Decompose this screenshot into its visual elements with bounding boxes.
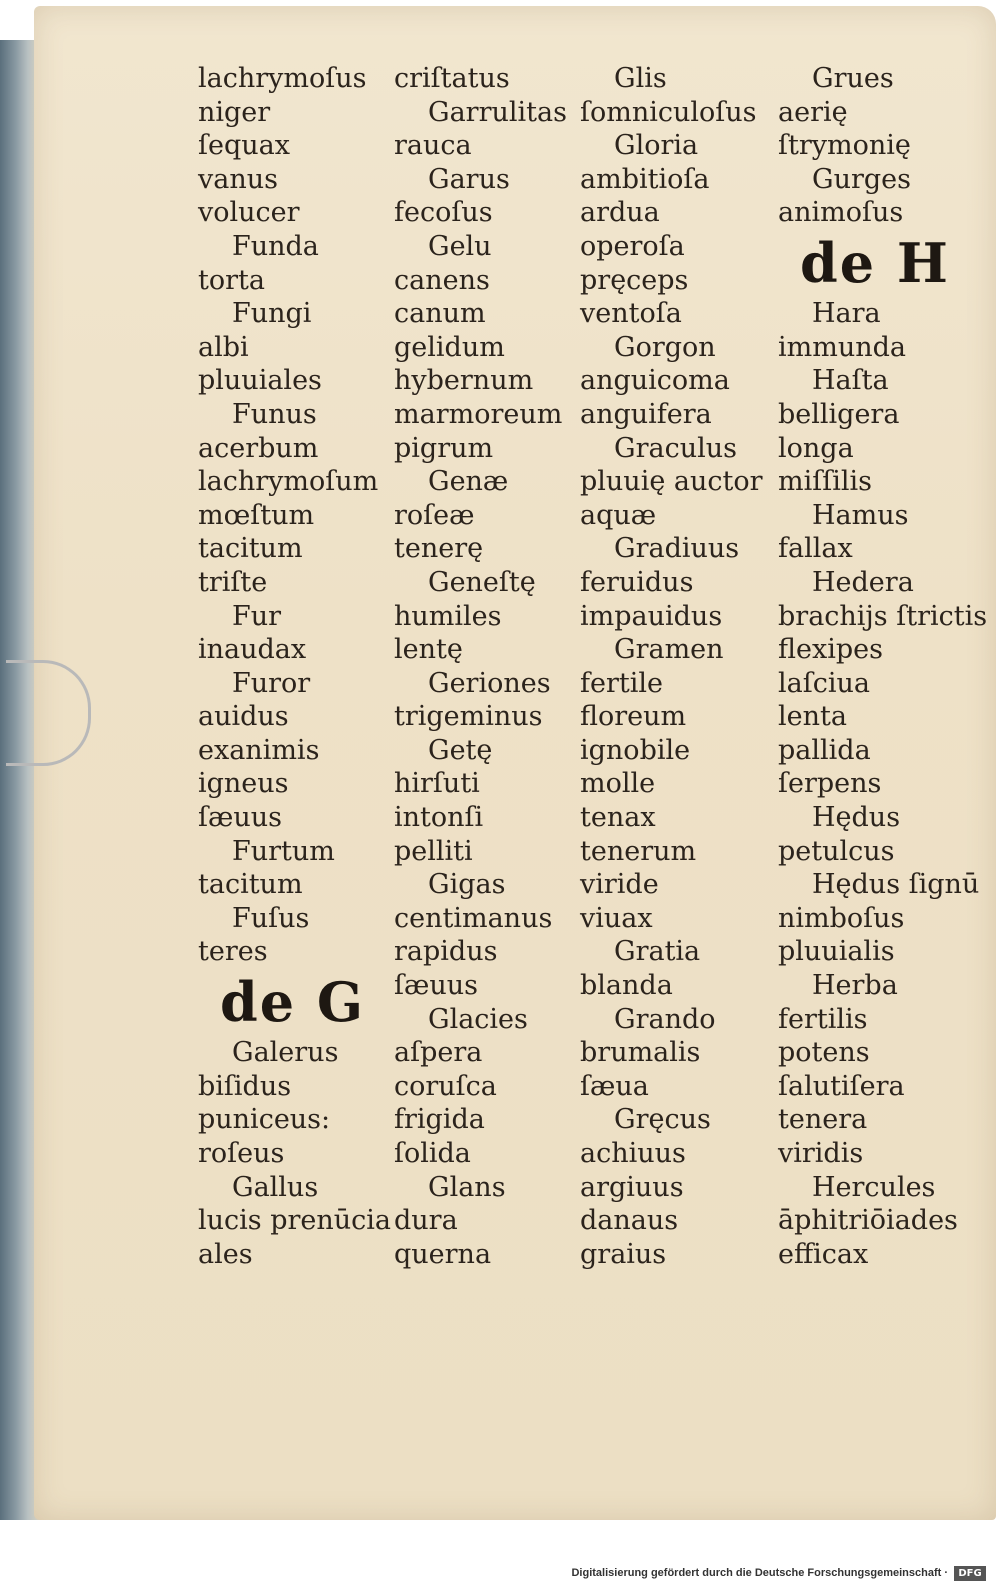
epithet: fallax <box>778 533 853 565</box>
epithet: ſomniculoſus <box>580 96 757 128</box>
epithet: ventoſa <box>580 298 682 330</box>
epithet: hybernum <box>394 365 534 397</box>
section-heading: de G <box>220 970 366 1035</box>
epithet: pelliti <box>394 835 473 867</box>
column-1 <box>198 62 391 1271</box>
epithet: viuax <box>580 902 653 934</box>
epithet: biſidus <box>198 1070 292 1102</box>
headword: Hędus <box>812 802 901 834</box>
epithet: petulcus <box>778 835 895 867</box>
epithet: ſæuus <box>394 970 479 1002</box>
epithet: tenerum <box>580 835 697 867</box>
headword: Gallus <box>232 1171 319 1203</box>
headword: Gloria <box>614 130 699 162</box>
headword: Geriones <box>428 667 551 699</box>
epithet: roſeus <box>198 1138 285 1169</box>
digitization-footer <box>0 1560 1000 1588</box>
headword: Hara <box>812 298 881 330</box>
headword: Funus <box>232 398 317 430</box>
epithet: flexipes <box>778 634 883 666</box>
headword: Furor <box>232 667 311 699</box>
epithet: rapidus <box>394 936 498 968</box>
epithet: gelidum <box>394 331 505 363</box>
epithet: albi <box>198 331 249 363</box>
headword: Furtum <box>232 835 335 867</box>
epithet: pręceps <box>580 264 689 296</box>
headword: Gradiuus <box>614 533 740 565</box>
headword: Gigas <box>428 869 506 901</box>
epithet: blanda <box>580 970 673 1002</box>
headword: Glans <box>428 1171 506 1203</box>
headword: Gelu <box>428 230 492 262</box>
epithet: animoſus <box>778 197 904 229</box>
epithet: ales <box>198 1238 253 1270</box>
epithet: auidus <box>198 701 289 733</box>
epithet: fecoſus <box>394 197 493 229</box>
epithet: graius <box>580 1238 667 1270</box>
headword: Haſta <box>812 365 889 397</box>
headword: Geneſtę <box>428 566 536 598</box>
epithet: impauidus <box>580 600 723 632</box>
headword: Gorgon <box>614 331 716 363</box>
epithet: belligera <box>778 398 900 430</box>
epithet: tenera <box>778 1104 868 1136</box>
epithet: teres <box>198 936 268 968</box>
headword: Gratia <box>614 936 701 968</box>
epithet: volucer <box>198 197 300 229</box>
epithet: coruſca <box>394 1070 497 1102</box>
epithet: longa <box>778 432 854 464</box>
epithet: aſpera <box>394 1037 483 1069</box>
epithet: ignobile <box>580 734 691 766</box>
epithet: molle <box>580 768 656 800</box>
headword: Genæ <box>428 466 509 498</box>
headword: Fur <box>232 600 282 632</box>
epithet: feruidus <box>580 566 694 598</box>
epithet: argiuus <box>580 1171 684 1203</box>
headword: Glis <box>614 63 667 94</box>
epithet: efficax <box>778 1238 869 1270</box>
epithet: ſolida <box>394 1138 471 1169</box>
epithet: ſtrymonię <box>778 130 911 162</box>
epithet: tenerę <box>394 533 484 565</box>
epithet: tacitum <box>198 533 303 565</box>
epithet: achiuus <box>580 1138 686 1169</box>
headword: Fuſus <box>232 902 310 934</box>
epithet: viride <box>580 869 659 901</box>
epithet: potens <box>778 1037 870 1069</box>
epithet: dura <box>394 1205 458 1237</box>
epithet: torta <box>198 264 265 296</box>
headword: Funda <box>232 230 319 262</box>
epithet: operoſa <box>580 230 685 262</box>
headword: Hedera <box>812 566 914 598</box>
epithet: roſeæ <box>394 499 475 531</box>
epithet: niger <box>198 96 271 128</box>
epithet: pluuialis <box>778 936 895 968</box>
epithet: pigrum <box>394 432 494 464</box>
epithet: canum <box>394 298 486 330</box>
column-3 <box>580 62 763 1271</box>
epithet: aquæ <box>580 499 657 531</box>
epithet: criſtatus <box>394 63 510 94</box>
headword: Garus <box>428 163 510 195</box>
epithet: aerię <box>778 96 848 128</box>
epithet: floreum <box>580 701 687 733</box>
epithet: ardua <box>580 197 660 229</box>
epithet: intonſi <box>394 802 484 834</box>
epithet: hirſuti <box>394 768 480 800</box>
epithet: fertile <box>580 667 663 699</box>
epithet: āphitriōiades <box>778 1205 958 1237</box>
headword: Getę <box>428 734 493 766</box>
epithet: danaus <box>580 1205 679 1237</box>
epithet: ſequax <box>198 130 290 162</box>
headword: Grues <box>812 63 894 94</box>
dfg-logo: DFG <box>954 1566 986 1581</box>
epithet: tenax <box>580 802 656 834</box>
section-heading: de H <box>800 230 950 295</box>
headword: Graculus <box>614 432 737 464</box>
epithet: inaudax <box>198 634 307 666</box>
epithet: miſſilis <box>778 466 872 498</box>
headword: Gramen <box>614 634 724 666</box>
epithet: brumalis <box>580 1037 701 1069</box>
epithet: tacitum <box>198 869 303 901</box>
epithet: laſciua <box>778 667 870 699</box>
headword: Hędus ſignū <box>812 869 980 901</box>
epithet: rauca <box>394 130 472 162</box>
column-4 <box>778 62 987 1271</box>
epithet: frigida <box>394 1104 485 1136</box>
page-clip <box>6 660 91 766</box>
epithet: fertilis <box>778 1003 868 1035</box>
headword: Garrulitas <box>428 96 567 128</box>
epithet: anguifera <box>580 398 712 430</box>
epithet: ambitioſa <box>580 163 710 195</box>
epithet: marmoreum <box>394 398 563 430</box>
epithet: pallida <box>778 734 871 766</box>
epithet: lentę <box>394 634 463 666</box>
epithet: viridis <box>778 1138 864 1169</box>
epithet: humiles <box>394 600 502 632</box>
epithet: lenta <box>778 701 847 733</box>
epithet: immunda <box>778 331 906 363</box>
epithet: ſerpens <box>778 768 882 800</box>
headword: Herba <box>812 970 898 1002</box>
epithet: vanus <box>198 163 278 195</box>
headword: Gręcus <box>614 1104 711 1136</box>
epithet: mœſtum <box>198 499 315 531</box>
epithet: exanimis <box>198 734 320 766</box>
epithet: triſte <box>198 566 268 598</box>
glossary-text <box>198 62 988 1292</box>
epithet: lucis prenūcia <box>198 1205 392 1237</box>
headword: Galerus <box>232 1037 339 1069</box>
epithet: ſæuus <box>198 802 283 834</box>
epithet: lachrymoſus <box>198 63 367 94</box>
epithet: querna <box>394 1238 492 1270</box>
epithet: pluuiales <box>198 365 322 397</box>
epithet: ſalutiſera <box>778 1070 905 1102</box>
headword: Gurges <box>812 163 911 195</box>
epithet: canens <box>394 264 490 296</box>
epithet: pluuię auctor <box>580 466 763 498</box>
headword: Fungi <box>232 298 312 330</box>
epithet: trigeminus <box>394 701 543 733</box>
headword: Hercules <box>812 1171 936 1203</box>
epithet: ſæua <box>580 1070 649 1102</box>
epithet: puniceus: <box>198 1104 331 1136</box>
epithet: nimboſus <box>778 902 905 934</box>
column-2 <box>394 62 567 1271</box>
epithet: brachijs ſtrictis <box>778 600 988 632</box>
headword: Grando <box>614 1003 716 1035</box>
headword: Hamus <box>812 499 909 531</box>
dfg-credit-text: Digitalisierung gefördert durch die Deutsche Forschungsgemeinschaft · <box>571 1567 948 1579</box>
epithet: centimanus <box>394 902 553 934</box>
epithet: anguicoma <box>580 365 730 397</box>
epithet: acerbum <box>198 432 319 464</box>
epithet: igneus <box>198 768 289 800</box>
headword: Glacies <box>428 1003 528 1035</box>
epithet: lachrymoſum <box>198 466 379 498</box>
